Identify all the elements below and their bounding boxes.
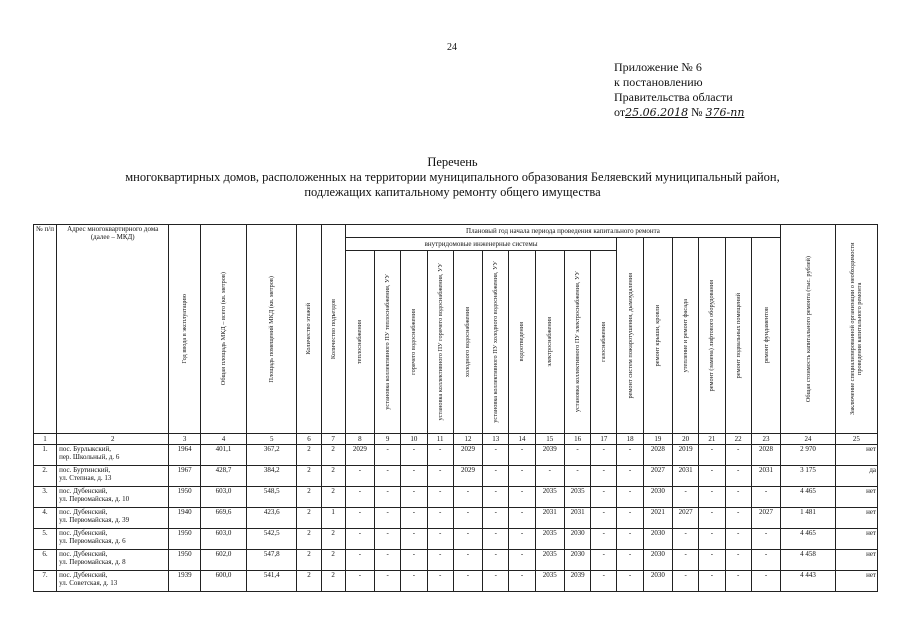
header-floors: Количество этажей — [297, 225, 321, 434]
row-work-year: - — [345, 550, 374, 571]
row-cost: 1 481 — [781, 508, 836, 529]
row-premises-area: 423,6 — [247, 508, 297, 529]
row-work-year: 2035 — [535, 550, 564, 571]
appendix-title: Приложение № 6 — [614, 60, 702, 74]
row-work-year: - — [591, 550, 617, 571]
row-entrances: 2 — [321, 445, 345, 466]
column-number: 15 — [535, 434, 564, 445]
row-cost: 4 465 — [781, 487, 836, 508]
row-address — [57, 487, 169, 508]
header-work-col: теплоснабжения — [345, 251, 374, 434]
address-line-2: ул. Первомайская, д. 6 — [59, 537, 126, 545]
row-work-year: - — [453, 487, 482, 508]
column-number: 24 — [781, 434, 836, 445]
row-work-year: 2029 — [453, 466, 482, 487]
row-work-year: 2031 — [673, 466, 699, 487]
address-line-2: ул. Первомайская, д. 8 — [59, 558, 126, 566]
address-line-1: пос. Дубенский, — [59, 487, 108, 495]
header-year: Год ввода в эксплуатацию — [169, 225, 200, 434]
appendix-resolution: к постановлению — [614, 75, 703, 89]
row-work-year: - — [427, 466, 453, 487]
row-work-year: - — [751, 550, 780, 571]
row-work-year: - — [617, 571, 643, 592]
row-premises-area: 541,4 — [247, 571, 297, 592]
row-address — [57, 571, 169, 592]
row-work-year: - — [509, 550, 535, 571]
row-floors: 2 — [297, 445, 321, 466]
row-number: 5. — [34, 529, 57, 550]
row-work-year: - — [427, 508, 453, 529]
row-number: 7. — [34, 571, 57, 592]
row-cost: 4 443 — [781, 571, 836, 592]
row-work-year: - — [375, 487, 401, 508]
column-number: 18 — [617, 434, 643, 445]
header-work-col: ремонт (замена) лифтового оборудования — [699, 238, 725, 434]
row-cost: 3 175 — [781, 466, 836, 487]
row-address — [57, 445, 169, 466]
row-work-year: - — [401, 529, 427, 550]
column-number: 14 — [509, 434, 535, 445]
row-work-year: - — [483, 466, 509, 487]
address-line-2: ул. Степная, д. 13 — [59, 474, 112, 482]
row-work-year: - — [401, 487, 427, 508]
row-address — [57, 550, 169, 571]
row-work-year: - — [401, 508, 427, 529]
header-address: Адрес многоквартирного дома (далее – МКД) — [57, 225, 169, 434]
row-work-year: - — [725, 445, 751, 466]
row-work-year: - — [509, 529, 535, 550]
row-work-year: - — [483, 445, 509, 466]
row-work-year: 2021 — [643, 508, 672, 529]
row-work-year: - — [617, 466, 643, 487]
row-year: 1964 — [169, 445, 200, 466]
row-work-year: 2035 — [535, 571, 564, 592]
row-total-area: 603,0 — [200, 487, 246, 508]
row-work-year: - — [509, 445, 535, 466]
table-row — [34, 445, 878, 466]
row-work-year: 2031 — [751, 466, 780, 487]
row-work-year: 2031 — [564, 508, 590, 529]
row-floors: 2 — [297, 571, 321, 592]
row-work-year: - — [401, 445, 427, 466]
column-number: 7 — [321, 434, 345, 445]
header-total-area: Общая площадь МКД – всего (кв. метров) — [200, 225, 246, 434]
row-work-year: - — [617, 445, 643, 466]
row-total-area: 428,7 — [200, 466, 246, 487]
header-work-col: установка коллективного ПУ теплоснабжения, УУ — [375, 251, 401, 434]
row-work-year: - — [483, 508, 509, 529]
row-number: 3. — [34, 487, 57, 508]
row-conclusion: да — [835, 466, 877, 487]
column-number: 19 — [643, 434, 672, 445]
row-total-area: 603,0 — [200, 529, 246, 550]
row-work-year: - — [483, 550, 509, 571]
row-work-year: - — [673, 550, 699, 571]
column-number: 1 — [34, 434, 57, 445]
row-work-year: 2028 — [643, 445, 672, 466]
row-year: 1950 — [169, 487, 200, 508]
repair-table — [33, 224, 878, 592]
row-work-year: 2029 — [345, 445, 374, 466]
column-number: 12 — [453, 434, 482, 445]
row-work-year: - — [591, 466, 617, 487]
row-address — [57, 529, 169, 550]
row-work-year: - — [509, 487, 535, 508]
row-work-year: - — [751, 571, 780, 592]
row-conclusion: нет — [835, 487, 877, 508]
row-work-year: 2027 — [751, 508, 780, 529]
column-number: 11 — [427, 434, 453, 445]
row-work-year: - — [375, 466, 401, 487]
row-year: 1939 — [169, 571, 200, 592]
row-work-year: 2030 — [564, 550, 590, 571]
row-work-year: - — [591, 508, 617, 529]
row-year: 1940 — [169, 508, 200, 529]
row-work-year: - — [725, 529, 751, 550]
column-number: 6 — [297, 434, 321, 445]
row-work-year: - — [591, 445, 617, 466]
row-cost: 2 970 — [781, 445, 836, 466]
row-work-year: - — [509, 508, 535, 529]
row-work-year: - — [591, 529, 617, 550]
row-work-year: - — [401, 571, 427, 592]
address-line-1: пос. Дубенский, — [59, 508, 108, 516]
header-work-col: установка коллективного ПУ электроснабжения, УУ — [564, 251, 590, 434]
row-work-year: - — [345, 508, 374, 529]
column-number: 25 — [835, 434, 877, 445]
row-premises-area: 367,2 — [247, 445, 297, 466]
row-work-year: - — [345, 571, 374, 592]
row-work-year: - — [699, 445, 725, 466]
header-plan-group: Плановый год начала периода проведения капитального ремонта — [345, 225, 781, 238]
row-conclusion: нет — [835, 445, 877, 466]
row-work-year: - — [535, 466, 564, 487]
row-work-year: - — [591, 571, 617, 592]
row-work-year: 2029 — [453, 445, 482, 466]
header-entrances: Количество подъездов — [321, 225, 345, 434]
row-work-year: - — [509, 466, 535, 487]
column-number: 5 — [247, 434, 297, 445]
row-work-year: - — [699, 550, 725, 571]
address-line-1: пос. Бурлыкский, — [59, 445, 112, 453]
address-line-1: пос. Дубенский, — [59, 550, 108, 558]
row-work-year: 2030 — [643, 571, 672, 592]
header-work-col: установка коллективного ПУ горячего водоснабжения, УУ — [427, 251, 453, 434]
row-work-year: - — [617, 487, 643, 508]
row-work-year: - — [375, 508, 401, 529]
row-work-year: 2027 — [673, 508, 699, 529]
header-work-col: водоотведения — [509, 251, 535, 434]
row-floors: 2 — [297, 529, 321, 550]
title-line-3: подлежащих капитальному ремонту общего имущества — [304, 185, 601, 199]
title-line-1: Перечень — [427, 155, 478, 169]
row-work-year: - — [483, 571, 509, 592]
row-work-year: - — [617, 529, 643, 550]
row-work-year: - — [699, 571, 725, 592]
appendix-block — [614, 60, 744, 120]
header-work-col: ремонт фундаментов — [751, 238, 780, 434]
row-total-area: 669,6 — [200, 508, 246, 529]
column-number: 20 — [673, 434, 699, 445]
row-year: 1950 — [169, 529, 200, 550]
row-work-year: - — [617, 508, 643, 529]
address-line-2: пер. Школьный, д. 6 — [59, 453, 120, 461]
header-internal-systems: внутридомовые инженерные системы — [345, 238, 617, 251]
row-work-year: - — [453, 550, 482, 571]
appendix-date-line — [614, 105, 744, 120]
row-entrances: 1 — [321, 508, 345, 529]
row-work-year: 2039 — [564, 571, 590, 592]
column-number: 13 — [483, 434, 509, 445]
row-work-year: - — [427, 529, 453, 550]
address-line-2: ул. Первомайская, д. 10 — [59, 495, 130, 503]
row-work-year: - — [427, 487, 453, 508]
row-work-year: - — [617, 550, 643, 571]
row-work-year: - — [375, 571, 401, 592]
row-work-year: - — [345, 466, 374, 487]
column-number: 4 — [200, 434, 246, 445]
header-work-col: ремонт крыши, кровли — [643, 238, 672, 434]
row-conclusion: нет — [835, 508, 877, 529]
header-conclusion: Заключение специализированной организации о необходимости проведения капитального ремонта — [835, 225, 877, 434]
page-number: 24 — [447, 42, 457, 53]
column-number: 23 — [751, 434, 780, 445]
row-floors: 2 — [297, 550, 321, 571]
number-sign: № — [691, 105, 703, 119]
row-work-year: - — [375, 529, 401, 550]
header-work-col: утепление и ремонт фасада — [673, 238, 699, 434]
header-premises-area: Площадь помещений МКД (кв. метров) — [247, 225, 297, 434]
row-premises-area: 542,5 — [247, 529, 297, 550]
row-work-year: 2031 — [535, 508, 564, 529]
row-cost: 4 465 — [781, 529, 836, 550]
row-work-year: 2035 — [535, 529, 564, 550]
row-work-year: - — [483, 529, 509, 550]
row-work-year: - — [699, 466, 725, 487]
row-floors: 2 — [297, 487, 321, 508]
row-work-year: 2035 — [564, 487, 590, 508]
address-line-1: пос. Дубенский, — [59, 529, 108, 537]
row-work-year: - — [427, 550, 453, 571]
column-number: 21 — [699, 434, 725, 445]
handwritten-date: 25.06.2018 — [625, 106, 689, 119]
column-number: 17 — [591, 434, 617, 445]
document-title — [20, 155, 885, 200]
row-work-year: - — [673, 529, 699, 550]
row-conclusion: нет — [835, 571, 877, 592]
row-work-year: - — [401, 466, 427, 487]
row-total-area: 600,0 — [200, 571, 246, 592]
row-work-year: - — [345, 487, 374, 508]
row-work-year: - — [673, 487, 699, 508]
header-work-col: ремонт подвальных помещений — [725, 238, 751, 434]
row-work-year: - — [699, 529, 725, 550]
row-work-year: 2028 — [751, 445, 780, 466]
row-work-year: - — [375, 445, 401, 466]
table-row — [34, 508, 878, 529]
address-line-2: ул. Советская, д. 13 — [59, 579, 118, 587]
row-total-area: 401,1 — [200, 445, 246, 466]
header-work-col: горячего водоснабжения — [401, 251, 427, 434]
row-entrances: 2 — [321, 550, 345, 571]
row-floors: 2 — [297, 508, 321, 529]
row-work-year: - — [453, 508, 482, 529]
column-number: 8 — [345, 434, 374, 445]
row-premises-area: 548,5 — [247, 487, 297, 508]
header-work-col: газоснабжения — [591, 251, 617, 434]
row-work-year: - — [725, 487, 751, 508]
handwritten-number: 376-пп — [705, 106, 745, 119]
row-work-year: - — [453, 571, 482, 592]
address-line-1: пос. Буртинский, — [59, 466, 111, 474]
header-cost: Общая стоимость капитального ремонта (тыс. рублей) — [781, 225, 836, 434]
date-prefix: от — [614, 105, 626, 119]
row-premises-area: 384,2 — [247, 466, 297, 487]
table-row — [34, 550, 878, 571]
row-work-year: - — [751, 487, 780, 508]
header-work-col: электроснабжения — [535, 251, 564, 434]
row-entrances: 2 — [321, 487, 345, 508]
row-work-year: - — [564, 466, 590, 487]
row-work-year: - — [564, 445, 590, 466]
row-total-area: 602,0 — [200, 550, 246, 571]
row-work-year: - — [453, 529, 482, 550]
title-line-2: многоквартирных домов, расположенных на территории муниципального образования Беляевский муниципальный район, — [125, 170, 780, 184]
header-work-col: ремонт систем пожаротушения, дымоудаления — [617, 238, 643, 434]
row-number: 6. — [34, 550, 57, 571]
row-work-year: 2035 — [535, 487, 564, 508]
row-work-year: 2030 — [643, 529, 672, 550]
column-number: 9 — [375, 434, 401, 445]
address-line-1: пос. Дубенский, — [59, 571, 108, 579]
row-address — [57, 466, 169, 487]
row-work-year: - — [375, 550, 401, 571]
row-conclusion: нет — [835, 550, 877, 571]
row-work-year: 2030 — [643, 550, 672, 571]
row-number: 1. — [34, 445, 57, 466]
header-work-col: установка коллективного ПУ холодного водоснабжения, УУ — [483, 251, 509, 434]
row-work-year: 2019 — [673, 445, 699, 466]
table-row — [34, 529, 878, 550]
row-address — [57, 508, 169, 529]
row-work-year: - — [725, 466, 751, 487]
row-work-year: - — [751, 529, 780, 550]
column-number-row — [34, 434, 878, 445]
column-number: 10 — [401, 434, 427, 445]
table-body — [34, 434, 878, 592]
table-row — [34, 466, 878, 487]
row-number: 4. — [34, 508, 57, 529]
row-entrances: 2 — [321, 466, 345, 487]
row-work-year: - — [725, 571, 751, 592]
header-work-col: холодного водоснабжения — [453, 251, 482, 434]
row-work-year: - — [699, 487, 725, 508]
column-number: 2 — [57, 434, 169, 445]
row-work-year: - — [401, 550, 427, 571]
row-work-year: 2027 — [643, 466, 672, 487]
column-number: 3 — [169, 434, 200, 445]
row-work-year: - — [591, 487, 617, 508]
row-work-year: - — [673, 571, 699, 592]
row-cost: 4 458 — [781, 550, 836, 571]
row-work-year: - — [725, 508, 751, 529]
row-number: 2. — [34, 466, 57, 487]
column-number: 16 — [564, 434, 590, 445]
row-work-year: - — [509, 571, 535, 592]
row-entrances: 2 — [321, 571, 345, 592]
address-line-2: ул. Первомайская, д. 39 — [59, 516, 130, 524]
row-conclusion: нет — [835, 529, 877, 550]
row-work-year: - — [699, 508, 725, 529]
row-premises-area: 547,8 — [247, 550, 297, 571]
row-year: 1967 — [169, 466, 200, 487]
row-work-year: - — [427, 445, 453, 466]
row-work-year: - — [427, 571, 453, 592]
row-work-year: - — [345, 529, 374, 550]
header-no: № п/п — [34, 225, 57, 434]
row-entrances: 2 — [321, 529, 345, 550]
row-floors: 2 — [297, 466, 321, 487]
row-work-year: 2030 — [564, 529, 590, 550]
appendix-government: Правительства области — [614, 90, 733, 104]
column-number: 22 — [725, 434, 751, 445]
row-work-year: - — [483, 487, 509, 508]
row-work-year: - — [725, 550, 751, 571]
row-work-year: 2030 — [643, 487, 672, 508]
row-work-year: 2039 — [535, 445, 564, 466]
row-year: 1950 — [169, 550, 200, 571]
table-row — [34, 571, 878, 592]
table-row — [34, 487, 878, 508]
